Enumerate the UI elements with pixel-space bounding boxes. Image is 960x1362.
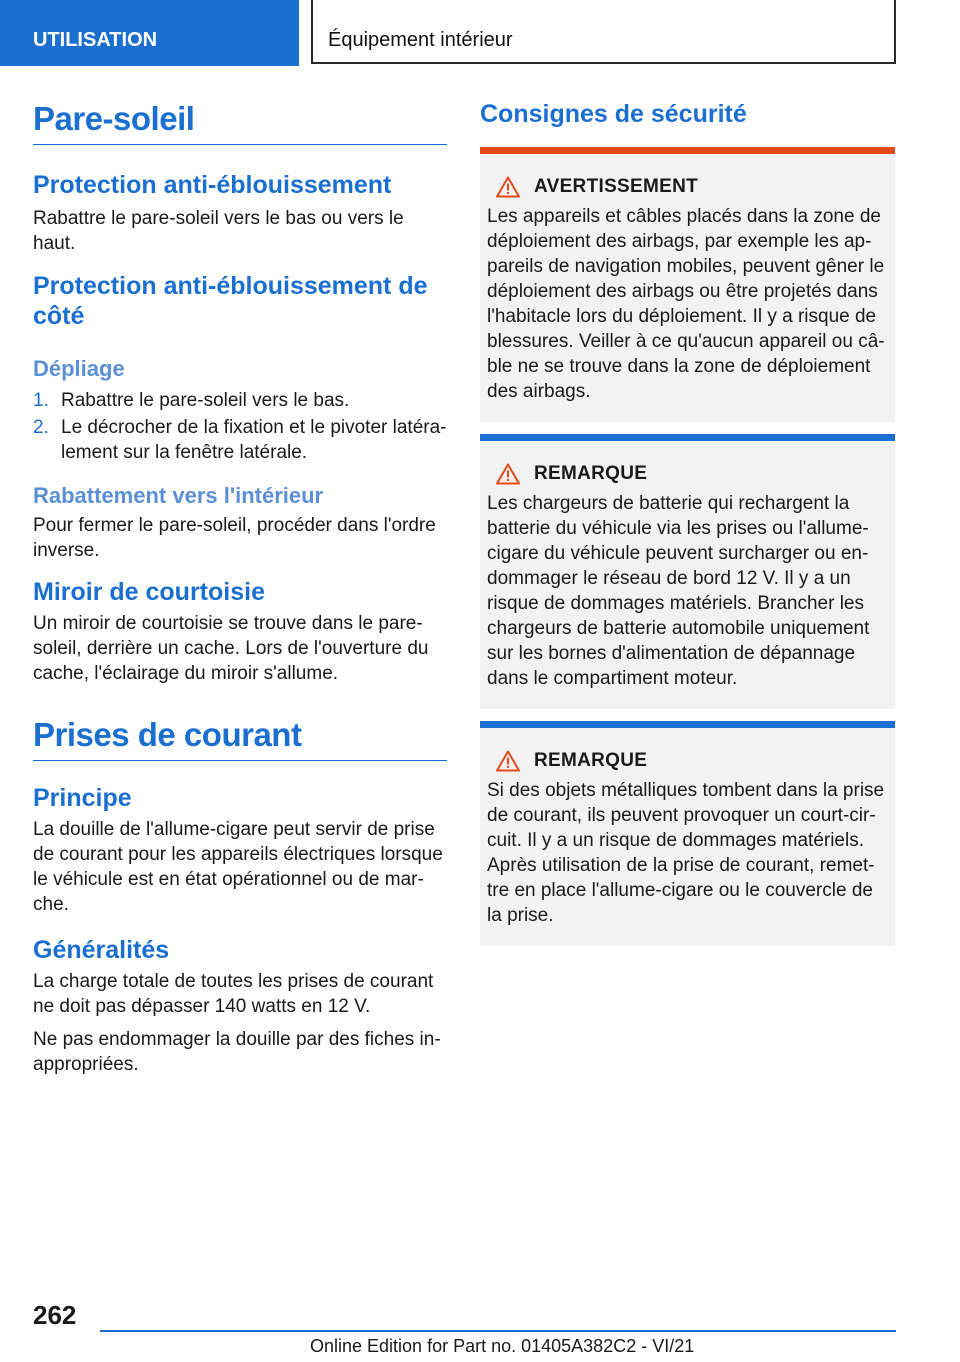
- heading-glare: Protection anti-éblouissement: [33, 171, 392, 199]
- fold-text: Pour fermer le pare-soleil, procéder dans l'ordre inverse.: [33, 515, 436, 561]
- note-notice: [480, 721, 895, 946]
- unfold-steps: [33, 388, 447, 465]
- step-text: Le décrocher de la fixation et le pivoter latéralement sur la fenêtre latérale.: [61, 417, 447, 463]
- heading-mirror: Miroir de courtoisie: [33, 578, 265, 606]
- mirror-text: Un miroir de courtoisie se trouve dans le pare-soleil, derrière un cache. Lors de l'ouverture du cache, l'éclairage du miroir s'allume.: [33, 613, 429, 684]
- heading-principle: Principe: [33, 784, 132, 812]
- section-tab: UTILISATION: [0, 0, 299, 66]
- left-column: [33, 100, 447, 1077]
- right-column: [480, 100, 895, 946]
- notice-header: [487, 750, 887, 772]
- list-item: [33, 388, 447, 413]
- principle-text: La douille de l'allume-cigare peut servir de prise de courant pour les appareils électriques lorsque le véhicule est en état opérationnel ou de marche.: [33, 819, 443, 915]
- notice-text: Les chargeurs de batterie qui rechargent la batterie du véhicule via les prises ou l'allume-cigare du véhicule peuvent surcharger ou endommager le réseau de bord 12 V. Il y a un risque de dommages matériels. Brancher les chargeurs de batterie automobile uniquement sur les bornes d'alimentation de dépannage dans le compartiment moteur.: [487, 493, 870, 689]
- chapter-title: Équipement intérieur: [311, 0, 896, 64]
- heading-general: Généralités: [33, 936, 170, 964]
- warning-triangle-icon: [496, 176, 520, 198]
- warning-triangle-icon: [496, 463, 520, 485]
- notice-title: REMARQUE: [534, 750, 648, 771]
- page-header: [0, 0, 960, 66]
- heading-unfold: Dépliage: [33, 356, 125, 381]
- heading-side-glare: Protection anti-éblouissement de côté: [33, 272, 428, 330]
- footer-divider: [100, 1330, 896, 1332]
- step-number: 1.: [33, 390, 49, 411]
- notice-text: Les appareils et câbles placés dans la zone de déploiement des airbags, par exemple les appareils de navigation mobiles, peuvent gêner le déploiement des airbags ou être projetés dans l'habitacle lors du déploiement. Il y a risque de blessures. Veiller à ce qu'aucun appareil ou câble ne se trouve dans la zone de déploiement des airbags.: [487, 206, 885, 402]
- heading-sockets: Prises de courant: [33, 716, 447, 761]
- warning-notice: [480, 147, 895, 422]
- notice-title: AVERTISSEMENT: [534, 176, 699, 197]
- list-item: [33, 415, 447, 465]
- warning-triangle-icon: [496, 750, 520, 772]
- footer-edition: Online Edition for Part no. 01405A382C2 - VI/21: [310, 1336, 695, 1356]
- notice-header: [487, 176, 887, 198]
- notice-text: Si des objets métalliques tombent dans la prise de courant, ils peuvent provoquer un court-circuit. Il y a un risque de dommages matériels. Après utilisation de la prise de courant, remettre en place l'allume-cigare ou le couvercle de la prise.: [487, 780, 885, 926]
- glare-text: Rabattre le pare-soleil vers le bas ou vers le haut.: [33, 208, 404, 254]
- step-text: Rabattre le pare-soleil vers le bas.: [61, 390, 350, 411]
- note-notice: [480, 434, 895, 709]
- step-number: 2.: [33, 417, 49, 438]
- notice-title: REMARQUE: [534, 463, 648, 484]
- heading-sunshade: Pare-soleil: [33, 100, 447, 145]
- page-number: 262: [33, 1300, 77, 1330]
- general-text-1: La charge totale de toutes les prises de courant ne doit pas dépasser 140 watts en 12 V.: [33, 971, 434, 1017]
- notice-header: [487, 463, 887, 485]
- general-text-2: Ne pas endommager la douille par des fiches inappropriées.: [33, 1029, 441, 1075]
- heading-safety: Consignes de sécurité: [480, 100, 747, 128]
- heading-fold: Rabattement vers l'intérieur: [33, 483, 324, 508]
